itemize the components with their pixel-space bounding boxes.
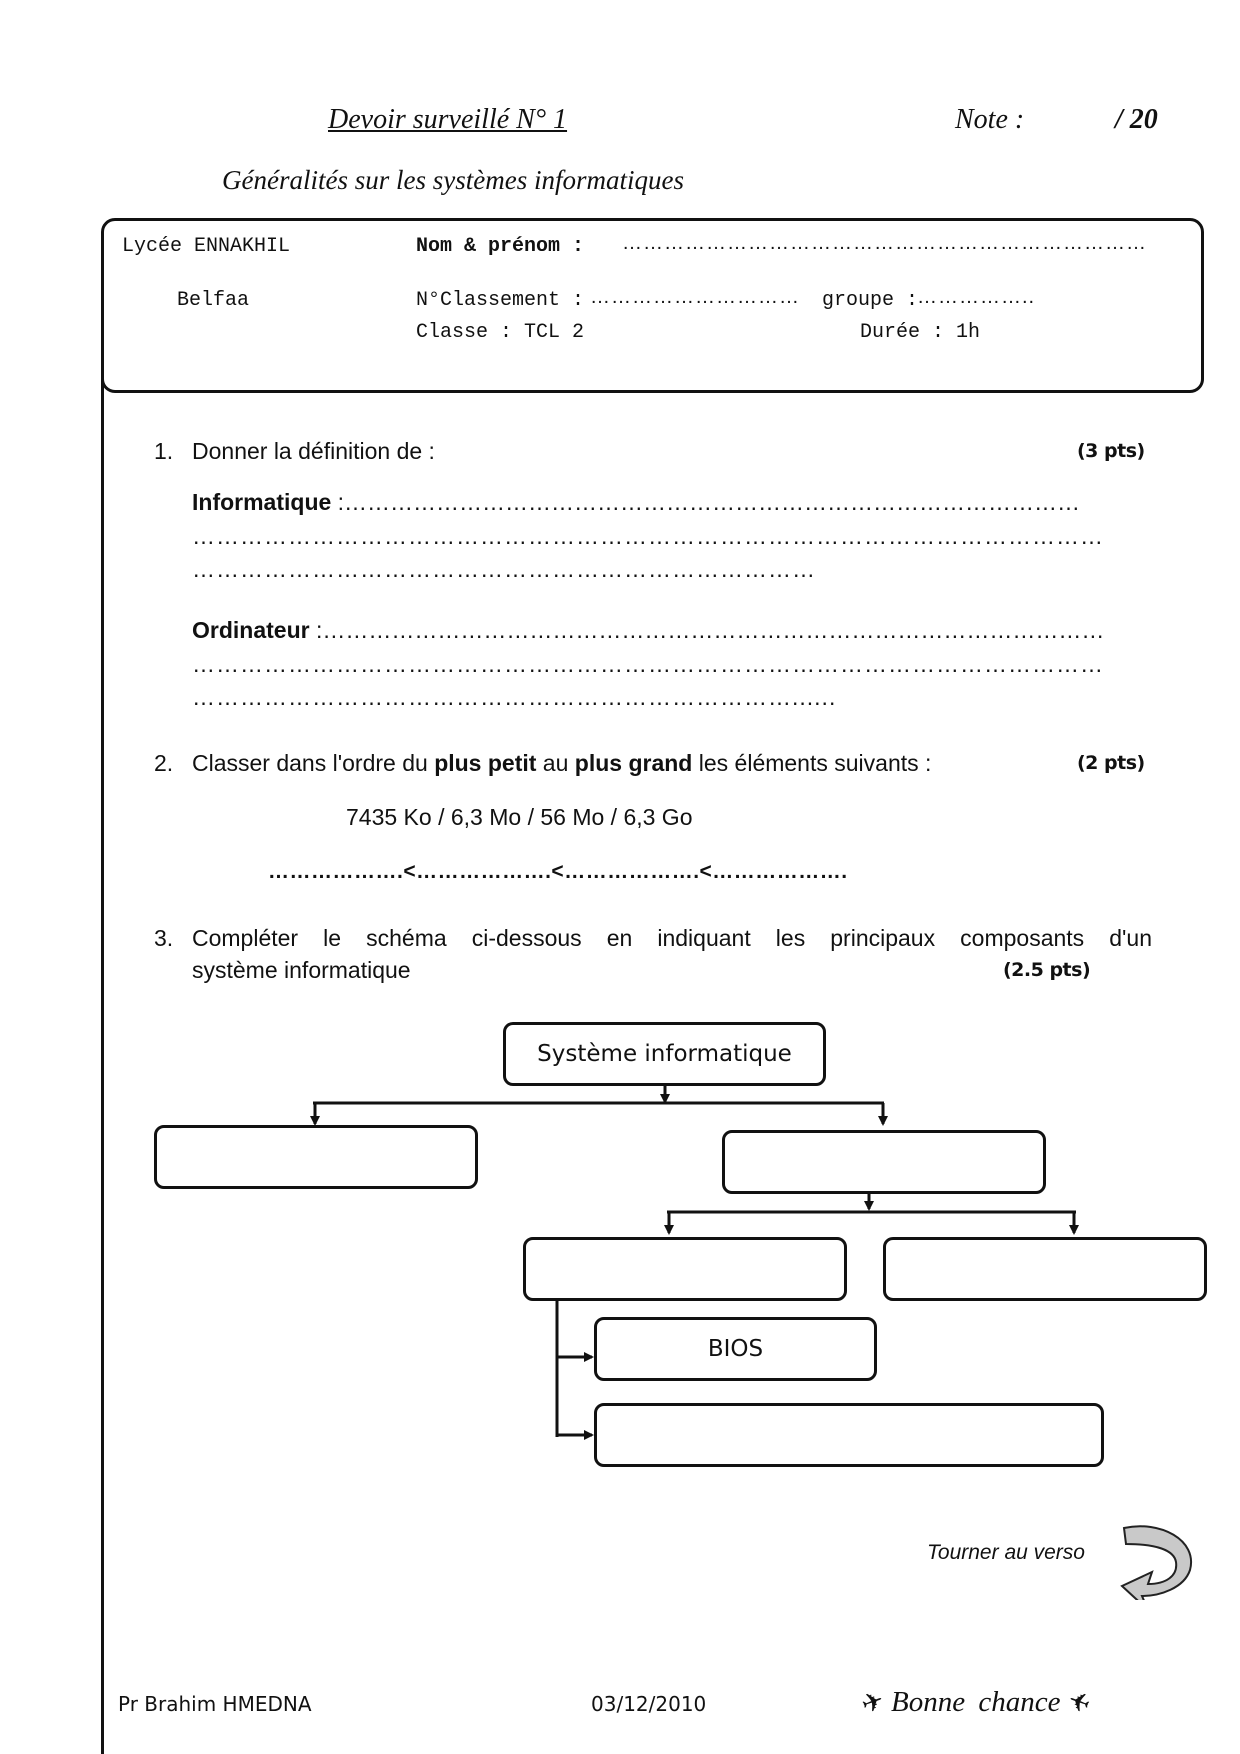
diagram-left-blank-box[interactable] xyxy=(154,1125,478,1189)
diagram-bios-box: BIOS xyxy=(594,1317,877,1381)
ordinateur-answer-line-2[interactable]: …………………………………………………………………………………………………… xyxy=(192,651,1104,677)
duree-label: Durée : 1h xyxy=(860,321,981,344)
exam-date: 03/12/2010 xyxy=(591,1692,707,1716)
q3-number: 3. xyxy=(154,925,174,951)
author-name: Pr Brahim HMEDNA xyxy=(118,1692,312,1716)
q3-text-line1: Compléter le schéma ci-dessous en indiquant les principaux composants d'un xyxy=(192,925,1152,951)
name-field[interactable]: ………………………………………………………………… xyxy=(622,232,1147,254)
q1-text: Donner la définition de : xyxy=(192,438,435,464)
note-total: / 20 xyxy=(1115,104,1158,135)
good-luck-row xyxy=(857,1685,1095,1721)
turn-over-arrow-icon xyxy=(1120,1520,1200,1600)
informatique-answer-line-2[interactable]: …………………………………………………………………………………………………… xyxy=(192,523,1104,549)
q2-text-a: Classer dans l'ordre du xyxy=(192,750,435,776)
q2-answer-blanks[interactable]: ……………….<……………….<……………….<………………. xyxy=(268,860,848,883)
school-name: Lycée ENNAKHIL xyxy=(122,235,291,258)
term-informatique: Informatique xyxy=(192,489,332,515)
note-label: Note : xyxy=(955,104,1025,135)
classement-field[interactable]: ………………………… xyxy=(590,286,800,308)
diagram-sub-right-blank-box[interactable] xyxy=(883,1237,1207,1301)
exam-subtitle: Généralités sur les systèmes informatiques xyxy=(222,165,684,195)
q1-number: 1. xyxy=(154,438,174,464)
diagram-bottom-blank-box[interactable] xyxy=(594,1403,1104,1467)
q2-bold-largest: plus grand xyxy=(574,750,693,776)
q3-points: (2.5 pts) xyxy=(1003,959,1091,981)
turn-over-text: Tourner au verso xyxy=(927,1541,1085,1564)
good-luck-left-icon: ✈ xyxy=(857,1685,889,1721)
school-city: Belfaa xyxy=(177,289,250,312)
classement-label: N°Classement : xyxy=(416,289,585,312)
informatique-answer-line[interactable]: :…………………………………………………………………………………… xyxy=(331,489,1081,515)
diagram-right-blank-box[interactable] xyxy=(722,1130,1046,1194)
groupe-field[interactable]: …………….. xyxy=(917,286,1036,308)
q2-text-c: les éléments suivants : xyxy=(692,750,932,776)
q2-number: 2. xyxy=(154,750,174,776)
classe-label: Classe : TCL 2 xyxy=(416,321,585,344)
term-ordinateur: Ordinateur xyxy=(192,617,310,643)
q3-text-line2: système informatique xyxy=(192,957,411,983)
q1-points: (3 pts) xyxy=(1077,440,1145,462)
informatique-answer-line-3[interactable]: …………………………………………………………………… xyxy=(192,556,816,582)
diagram-root-box: Système informatique xyxy=(503,1022,826,1086)
ordinateur-answer-line-3[interactable]: …………………………………………………………………...... xyxy=(192,684,837,710)
q2-text-b: au xyxy=(536,750,575,776)
good-luck-text: Bonne chance xyxy=(891,1686,1061,1718)
ordinateur-answer-line[interactable]: :………………………………………………………………………………………… xyxy=(309,617,1105,643)
good-luck-right-icon: ✈ xyxy=(1063,1685,1095,1721)
q2-items: 7435 Ko / 6,3 Mo / 56 Mo / 6,3 Go xyxy=(346,804,693,830)
groupe-label: groupe : xyxy=(822,289,919,312)
q2-bold-smallest: plus petit xyxy=(434,750,537,776)
exam-title: Devoir surveillé N° 1 xyxy=(328,104,568,135)
q2-points: (2 pts) xyxy=(1077,752,1145,774)
diagram-sub-left-blank-box[interactable] xyxy=(523,1237,847,1301)
name-label: Nom & prénom : xyxy=(416,235,585,258)
